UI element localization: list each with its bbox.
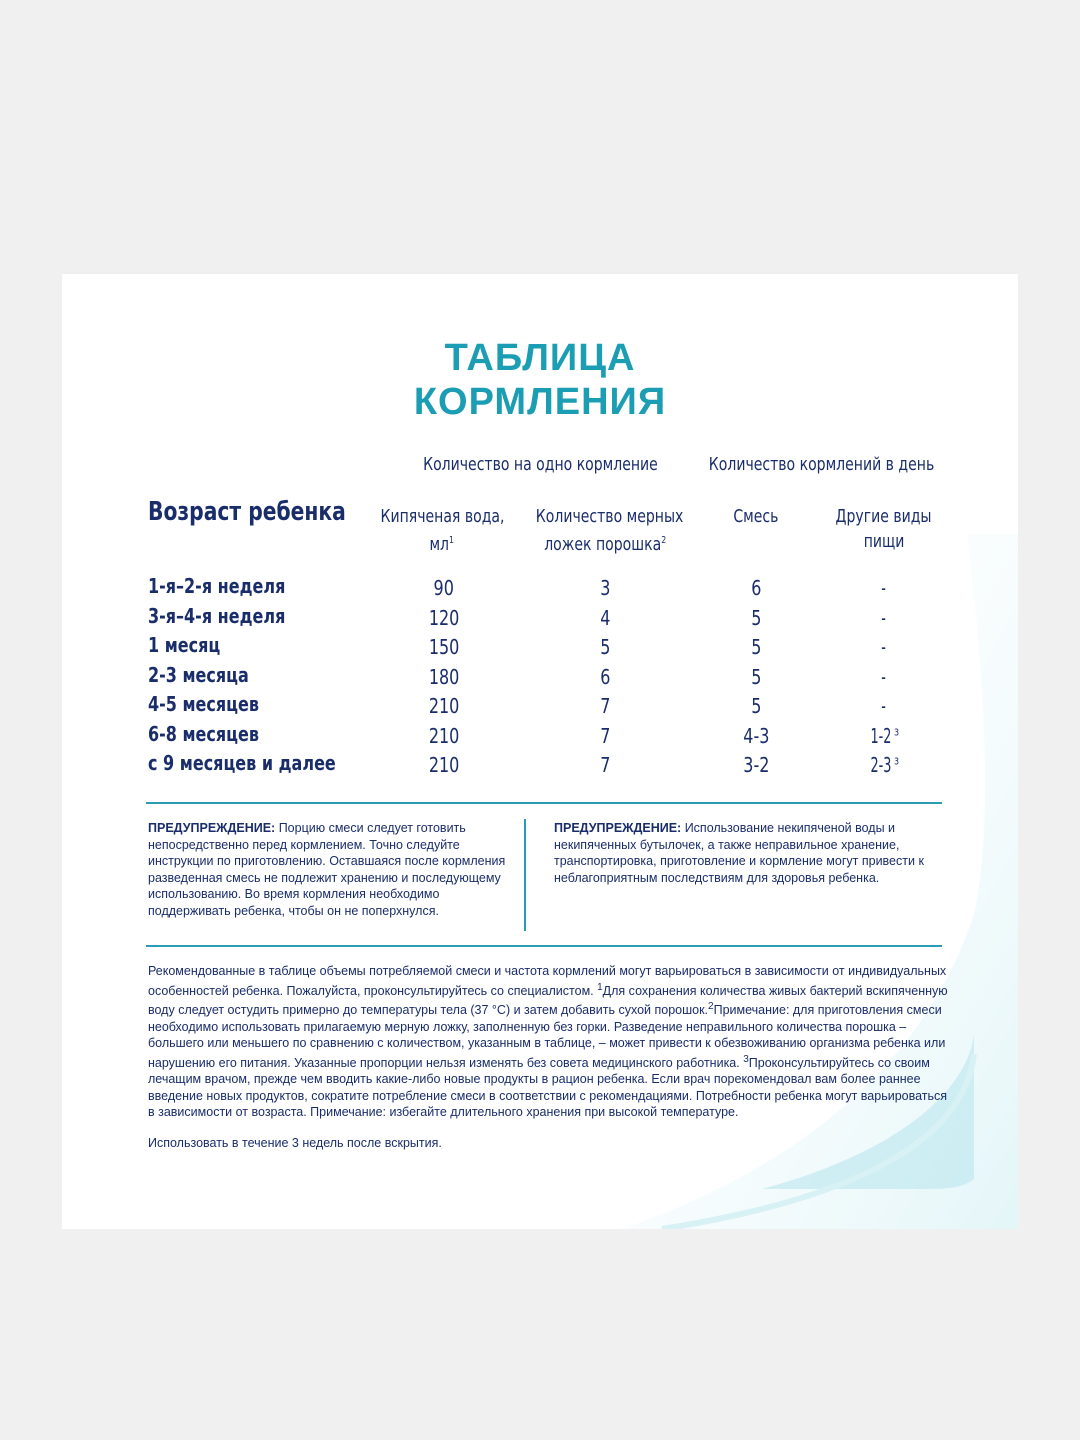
cell-other: -: [881, 576, 887, 600]
cell-formula: 5: [750, 665, 762, 689]
cell-spoons: 7: [599, 694, 611, 718]
cell-formula: 5: [750, 635, 762, 659]
cell-other: -: [881, 665, 887, 689]
column-header-water: Кипяченая вода, $мл^1$: [380, 506, 504, 555]
cell-spoons: 3: [599, 576, 611, 600]
cell-formula: 3-2: [742, 753, 770, 777]
cell-spoons: 6: [599, 665, 611, 689]
divider-vertical: [524, 819, 526, 931]
column-header-other: Другие виды пищи: [836, 506, 932, 552]
warning-right: ПРЕДУПРЕЖДЕНИЕ: Использование некипяченой воды и некипяченных бутылочек, а также неправильное хранение, транспортировка, приготовление и кормление могут привести к неблагоприятным последствиям для здоровья ребенка.: [554, 821, 924, 885]
cell-other: -: [881, 635, 887, 659]
row-age-label: 6-8 месяцев: [148, 722, 259, 746]
cell-water: 210: [428, 753, 460, 777]
row-age-label: 2-3 месяца: [148, 663, 249, 687]
row-age-label: 4-5 месяцев: [148, 692, 259, 716]
cell-other: 2-3 $^3$: [870, 753, 900, 777]
group-header-per-day: Количество кормлений в день: [709, 454, 935, 475]
cell-formula: 6: [750, 576, 762, 600]
cell-other: -: [881, 694, 887, 718]
feeding-table-card: [62, 274, 1018, 1229]
cell-other: -: [881, 606, 887, 630]
divider-top: [146, 802, 942, 804]
column-header-formula: Смесь: [733, 506, 779, 527]
cell-spoons: 7: [599, 753, 611, 777]
cell-formula: 4-3: [742, 724, 770, 748]
cell-water: 180: [428, 665, 460, 689]
cell-water: 90: [433, 576, 455, 600]
cell-formula: 5: [750, 694, 762, 718]
warning-left: ПРЕДУПРЕЖДЕНИЕ: Порцию смеси следует готовить непосредственно перед кормлением. Точно следуйте инструкции по приготовлению. Оставшаяся после кормления разведенная смесь не подлежит хранению и последующему использованию. Во время кормления необходимо поддерживать ребенка, чтобы он не поперхнулся.: [148, 821, 506, 918]
row-age-label: 1-я–2-я неделя: [148, 574, 286, 598]
column-header-age: Возраст ребенка: [148, 497, 346, 527]
cell-other: 1-2 $^3$: [870, 724, 900, 748]
cell-formula: 5: [750, 606, 762, 630]
page-title: ТАБЛИЦА КОРМЛЕНИЯ: [413, 337, 667, 423]
group-header-per-feeding: Количество на одно кормление: [422, 454, 658, 475]
divider-bottom: [146, 945, 942, 947]
cell-spoons: 4: [599, 606, 611, 630]
use-period-note: Использовать в течение 3 недель после вскрытия.: [148, 1136, 442, 1150]
row-age-label: 3-я–4-я неделя: [148, 604, 286, 628]
cell-spoons: 5: [599, 635, 611, 659]
cell-spoons: 7: [599, 724, 611, 748]
footnotes: Рекомендованные в таблице объемы потребляемой смеси и частота кормлений могут варьироваться в зависимости от индивидуальных особенностей ребенка. Пожалуйста, проконсультируйтесь со специалистом. $^1$Для сохранения количества живых бактерий вскипяченную воду следует остудить примерно до температуры тела (37 °C) и затем добавить сухой порошок.$^2$Примечание: для приготовления смеси необходимо использовать прилагаемую мерную ложку, заполненную без горки. Разведение неправильного количества порошка – большего или меньшего по сравнению с количеством, указанным в таблице, – может привести к обезвоживанию организма ребенка или нарушению его питания. Указанные пропорции нельзя изменять без совета медицинского работника. $^3$Проконсультируйтесь со своим лечащим врачом, прежде чем вводить какие-либо новые продукты в рацион ребенка. Если врач порекомендовал вам более раннее введение новых продуктов, сократите потребление смеси в соответствии с рекомендациями. Потребности ребенка могут варьироваться в зависимости от возраста. Примечание: избегайте длительного хранения при высокой температуре.: [148, 964, 948, 1120]
row-age-label: 1 месяц: [148, 633, 221, 657]
cell-water: 210: [428, 694, 460, 718]
cell-water: 120: [428, 606, 460, 630]
cell-water: 210: [428, 724, 460, 748]
cell-water: 150: [428, 635, 460, 659]
row-age-label: с 9 месяцев и далее: [148, 751, 336, 775]
column-header-spoons: Количество мерных ложек порошка$^2$: [535, 506, 684, 555]
